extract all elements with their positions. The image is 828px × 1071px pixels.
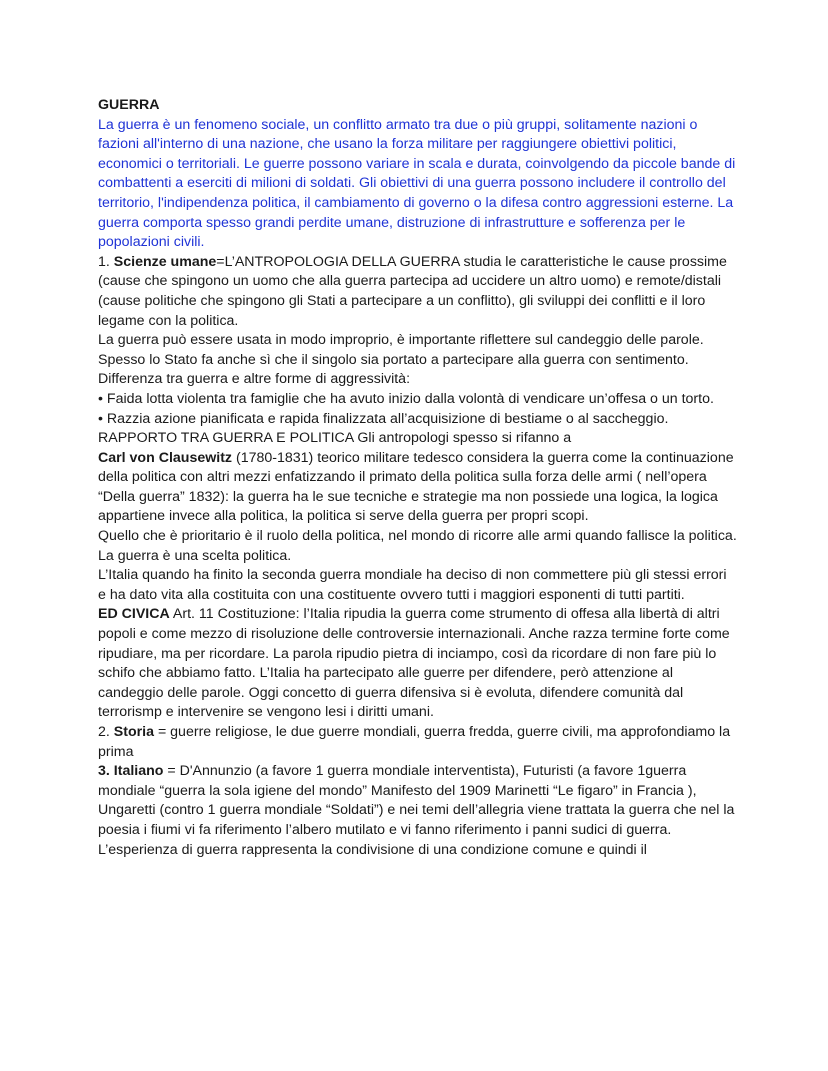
section-storia xyxy=(98,723,738,762)
paragraph-italia: L’Italia quando ha finito la seconda guerra mondiale ha deciso di non commettere più gli stessi errori e ha dato vita alla costituita con una costituente ovvero tutti i maggiori esponenti di tutti partiti. xyxy=(98,567,727,603)
section-label: Scienze umane xyxy=(113,253,217,270)
section-text: =L’ANTROPOLOGIA DELLA GUERRA studia le caratteristiche le cause prossime (cause che spingono un uomo che alla guerra partecipa ad uccidere un altro uomo) e remote/distali (cause politiche che spingono gli Stati a partecipare a un conflitto), gli sviluppi dei conflitti e il loro legame con la politica. xyxy=(98,253,727,329)
paragraph-differenza: Differenza tra guerra e altre forme di aggressività: xyxy=(98,371,411,388)
section-text: = D'Annunzio (a favore 1 guerra mondiale interventista), Futuristi (a favore 1guerra mondiale “guerra la sola igiene del mondo” Manifesto del 1909 Marinetti “Le figaro” in Francia ), Ungaretti (contro 1 guerra mondiale “Soldati”) e nei temi dell’allegria viene trattata la guerra che nel la poesia i fiumi vi fa riferimento l’albero mutilato e vi fanno riferimento i panni sudici di guerra. L’esperienza di guerra rappresenta la condivisione di una condizione comune e quindi il xyxy=(98,763,735,858)
bullet-razzia: • Razzia azione pianificata e rapida finalizzata all’acquisizione di bestiame o al saccheggio. xyxy=(98,410,669,427)
section-text: = guerre religiose, le due guerre mondiali, guerra fredda, guerre civili, ma approfondiamo la prima xyxy=(98,724,731,760)
paragraph-uso-improprio: La guerra può essere usata in modo improprio, è importante riflettere sul candeggio delle parole. Spesso lo Stato fa anche sì che il singolo sia portato a partecipare alla guerra con sentimento. xyxy=(98,332,704,368)
intro-paragraph: La guerra è un fenomeno sociale, un conflitto armato tra due o più gruppi, solitamente nazioni o fazioni all'interno di una nazione, che usano la forza militare per raggiungere obiettivi politici, economici o territoriali. Le guerre possono variare in scala e durata, coinvolgendo da piccole bande di combattenti a eserciti di milioni di soldati. Gli obiettivi di una guerra possono includere il controllo del territorio, l'indipendenza politica, il cambiamento di governo o la difesa contro aggressioni esterne. La guerra comporta spesso grandi perdite umane, distruzione di infrastrutture e sofferenza per le popolazioni civili. xyxy=(98,116,736,251)
paragraph-prioritario: Quello che è prioritario è il ruolo della politica, nel mondo di ricorre alle armi quando fallisce la politica. La guerra è una scelta politica. xyxy=(98,528,737,564)
section-label: Storia xyxy=(113,724,154,740)
clausewitz-name: Carl von Clausewitz xyxy=(98,449,233,466)
paragraph-clausewitz xyxy=(98,449,738,527)
document-title: GUERRA xyxy=(98,97,160,113)
paragraph-ed-civica xyxy=(98,605,738,723)
section-number: 2. xyxy=(98,724,114,740)
civica-label: ED CIVICA xyxy=(98,606,170,623)
section-italiano xyxy=(98,762,738,860)
section-number: 1. xyxy=(98,253,114,270)
document-page xyxy=(98,96,738,860)
bullet-faida: • Faida lotta violenta tra famiglie che ha avuto inizio dalla volontà di vendicare un’offesa o un torto. xyxy=(98,390,714,407)
paragraph-rapporto: RAPPORTO TRA GUERRA E POLITICA Gli antropologi spesso si rifanno a xyxy=(98,430,572,447)
section-scienze-umane xyxy=(98,253,738,331)
civica-text: Art. 11 Costituzione: l’Italia ripudia la guerra come strumento di offesa alla libertà di altri popoli e come mezzo di risoluzione delle controversie internazionali. Anche razza termine forte come ripudiare, ma per ricordare. La parola ripudio pietra di inciampo, così da ricordare di non fare più lo schifo che abbiamo fatto. L’Italia ha partecipato alle guerre per difendere, però attenzione al candeggio delle parole. Oggi concetto di guerra difensiva si è evoluta, difendere comunità dal terrorismp e intervenire se vengono lesi i diritti umani. xyxy=(98,606,730,721)
clausewitz-text: (1780-1831) teorico militare tedesco considera la guerra come la continuazione della politica con altri mezzi enfatizzando il primato della politica sulla forza delle armi ( nell’opera “Della guerra” 1832): la guerra ha le sue tecniche e strategie ma non possiede una logica, la logica appartiene invece alla politica, la politica si serve della guerra per propri scopi. xyxy=(98,449,734,525)
section-label: 3. Italiano xyxy=(98,763,164,780)
